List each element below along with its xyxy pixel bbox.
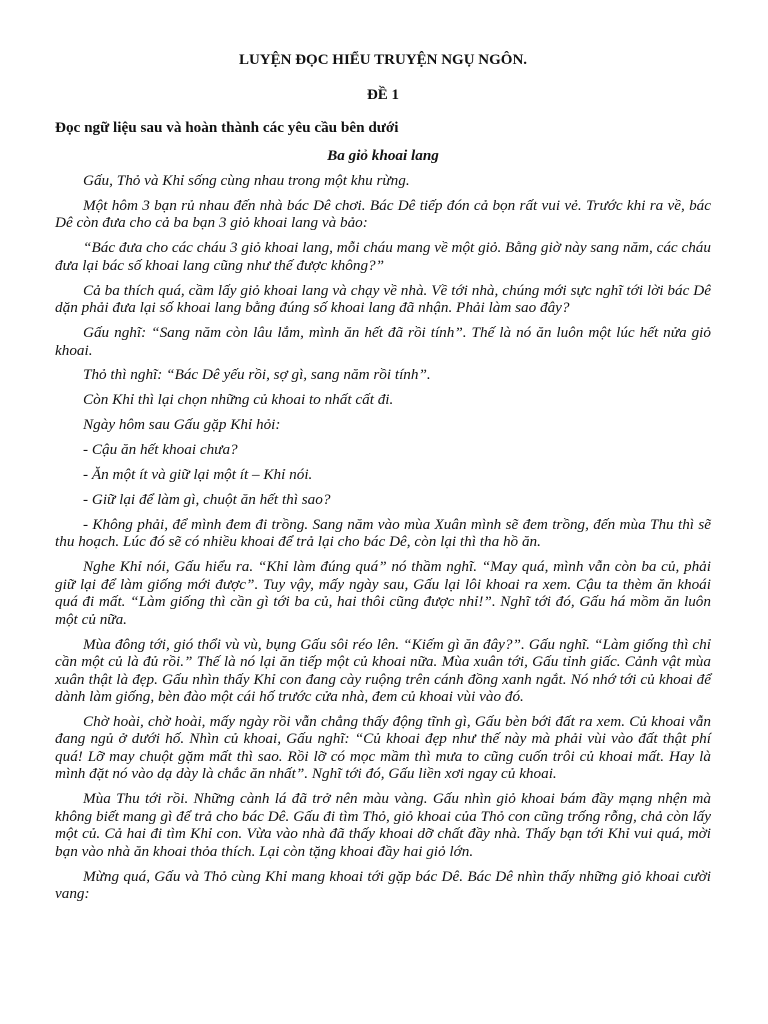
dialogue-line: - Không phải, để mình đem đi trồng. Sang năm vào mùa Xuân mình sẽ đem trồng, đến mùa Thu thì sẽ thu hoạch. Lúc đó sẽ có nhiều khoai để trả lại cho bác Dê, còn lại thì tha hồ ăn. [55,515,711,551]
story-paragraph: Gấu nghĩ: “Sang năm còn lâu lắm, mình ăn hết đã rồi tính”. Thế là nó ăn luôn một lúc hết nửa giỏ khoai. [55,324,711,359]
story-paragraph: Nghe Khỉ nói, Gấu hiểu ra. “Khỉ làm đúng quá” nó thầm nghĩ. “May quá, mình vẫn còn ba củ, phải giữ lại để làm giống mới được”. Tuy vậy, mấy ngày sau, Gấu lại lôi khoai ra xem. Cậu ta thèm ăn khoái quá đi mất. “Làm giống thì cần gì tới ba củ, hai thôi cũng được nhỉ!”. Nghĩ tới đó, Gấu há mồm ăn luôn một củ nữa. [55,558,711,628]
story-title: Ba giỏ khoai lang [327,146,439,164]
story-paragraph: Mừng quá, Gấu và Thỏ cùng Khỉ mang khoai tới gặp bác Dê. Bác Dê nhìn thấy những giỏ khoai cười vang: [55,867,711,903]
story-paragraph: Thỏ thì nghĩ: “Bác Dê yếu rồi, sợ gì, sang năm rồi tính”. [83,366,431,384]
story-paragraph: Chờ hoài, chờ hoài, mấy ngày rồi vẫn chẳng thấy động tĩnh gì, Gấu bèn bới đất ra xem. Củ khoai vẫn đang ngủ ở dưới hố. Nhìn củ khoai, Gấu nghĩ: “Củ khoai đẹp như thế này mà phải vùi vào đất thật phí quá! Lỡ may chuột gặm mất thì sao. Rồi lỡ có mọc mầm thì mưa to cũng cuốn trôi củ khoai mất. Hay là mình đặt nó vào dạ dày là chắc ăn nhất”. Nghĩ tới đó, Gấu liền xơi ngay củ khoai. [55,712,711,783]
story-paragraph: Mùa đông tới, gió thổi vù vù, bụng Gấu sôi réo lên. “Kiếm gì ăn đây?”. Gấu nghĩ. “Làm giống thì chỉ cần một củ là đủ rồi.” Thế là nó lại ăn tiếp một củ khoai nữa. Mùa xuân tới, Gấu tỉnh giấc. Cảnh vật mùa xuân thật là đẹp. Gấu nhìn thấy Khỉ con đang cày ruộng trên cánh đồng xanh ngắt. Nó nhớ tới củ khoai để dành làm giống, bèn đào một cái hố trước cửa nhà, đem củ khoai vùi vào đó. [55,635,711,706]
document-subtitle: ĐỀ 1 [366,86,400,103]
dialogue-line: - Giữ lại để làm gì, chuột ăn hết thì sao? [83,490,331,508]
instruction-text: Đọc ngữ liệu sau và hoàn thành các yêu cầu bên dưới [55,119,399,136]
story-paragraph: Mùa Thu tới rồi. Những cành lá đã trở nên màu vàng. Gấu nhìn giỏ khoai bám đầy mạng nhện mà không biết mang gì để trả cho bác Dê. Gấu đi tìm Thỏ, giỏ khoai của Thỏ con cũng trống rỗng, chả còn lấy một củ. Cả hai đi tìm Khỉ con. Vừa vào nhà đã thấy khoai dỡ chất đầy nhà. Thấy bạn tới Khỉ vui quá, mời bạn vào nhà ăn khoai thỏa thích. Lại còn tặng khoai đầy hai giỏ lớn. [55,790,711,860]
story-paragraph: Gấu, Thỏ và Khỉ sống cùng nhau trong một khu rừng. [83,172,410,189]
document-page [55,52,711,910]
story-paragraph: Ngày hôm sau Gấu gặp Khỉ hỏi: [83,416,281,434]
story-paragraph: Còn Khỉ thì lại chọn những củ khoai to nhất cất đi. [83,391,394,409]
story-paragraph: “Bác đưa cho các cháu 3 giỏ khoai lang, mỗi cháu mang về một giỏ. Bằng giờ này sang năm, các cháu đưa lại bác số khoai lang cũng như thế được không?” [55,239,711,274]
dialogue-line: - Cậu ăn hết khoai chưa? [83,441,238,459]
document-title: LUYỆN ĐỌC HIỂU TRUYỆN NGỤ NGÔN. [238,52,528,68]
story-paragraph: Một hôm 3 bạn rủ nhau đến nhà bác Dê chơi. Bác Dê tiếp đón cả bọn rất vui vẻ. Trước khi ra về, bác Dê còn đưa cho cả ba bạn 3 giỏ khoai lang và bảo: [55,196,711,232]
dialogue-line: - Ăn một ít và giữ lại một ít – Khỉ nói. [83,466,313,484]
story-paragraph: Cả ba thích quá, cầm lấy giỏ khoai lang và chạy về nhà. Về tới nhà, chúng mới sực nghĩ tới lời bác Dê dặn phải đưa lại số khoai lang bằng đúng số khoai lang đã nhận. Phải làm sao đây? [55,281,711,317]
